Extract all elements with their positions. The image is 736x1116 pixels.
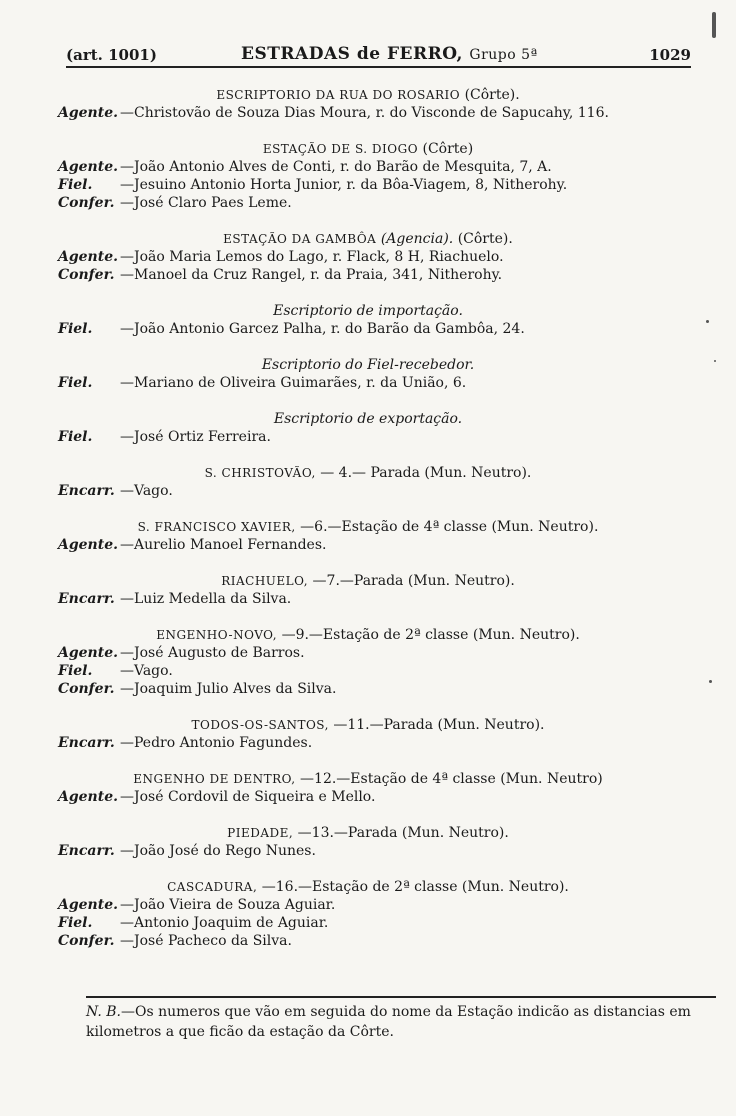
station-name: S. FRANCISCO XAVIER,: [137, 520, 296, 534]
station-title: [58, 302, 678, 320]
station-section: [58, 824, 678, 860]
station-title: [58, 464, 678, 482]
station-name: TODOS-OS-SANTOS,: [191, 718, 329, 732]
station-title: [58, 572, 678, 590]
station-title: [58, 410, 678, 428]
staff-entry: [58, 842, 678, 860]
station-section: [58, 230, 678, 284]
staff-role: Agente.: [58, 249, 118, 265]
staff-entry: [58, 896, 678, 914]
staff-name: —Mariano de Oliveira Guimarães, r. da União, 6.: [120, 375, 467, 391]
staff-entry: [58, 266, 678, 284]
staff-name: —Jesuino Antonio Horta Junior, r. da Bôa-Viagem, 8, Nitherohy.: [120, 177, 568, 193]
staff-name: —João Antonio Garcez Palha, r. do Barão da Gambôa, 24.: [120, 321, 525, 337]
station-name: ESTAÇÃO DA GAMBÔA: [223, 232, 377, 246]
staff-entry: [58, 374, 678, 392]
staff-role: Confer.: [58, 933, 115, 949]
staff-entry: [58, 932, 678, 950]
staff-role: Confer.: [58, 681, 115, 697]
station-name: ESCRIPTORIO DA RUA DO ROSARIO: [216, 88, 461, 102]
station-title: [58, 356, 678, 374]
staff-name: —Antonio Joaquim de Aguiar.: [120, 915, 329, 931]
staff-name: —José Claro Paes Leme.: [120, 195, 292, 211]
header-title-text: ESTRADAS de FERRO,: [241, 44, 463, 64]
station-title: [58, 230, 678, 248]
station-section: [58, 878, 678, 950]
staff-role: Fiel.: [58, 375, 93, 391]
staff-name: —José Augusto de Barros.: [120, 645, 305, 661]
staff-role: Fiel.: [58, 321, 93, 337]
station-name: CASCADURA,: [167, 880, 258, 894]
station-details: —11.—Parada (Mun. Neutro).: [333, 717, 545, 733]
staff-role: Agente.: [58, 105, 118, 121]
staff-entry: [58, 158, 678, 176]
staff-role: Agente.: [58, 789, 118, 805]
staff-entry: [58, 734, 678, 752]
header-divider: [66, 66, 691, 68]
station-details: (Côrte).: [457, 231, 513, 247]
staff-name: —João Vieira de Souza Aguiar.: [120, 897, 336, 913]
directory-content: [58, 86, 678, 968]
staff-role: Encarr.: [58, 843, 115, 859]
staff-entry: [58, 248, 678, 266]
staff-name: —Manoel da Cruz Rangel, r. da Praia, 341, Nitherohy.: [120, 267, 503, 283]
station-title: [58, 824, 678, 842]
station-title: [58, 518, 678, 536]
print-speck: [709, 680, 712, 683]
station-name: S. CHRISTOVÃO,: [204, 466, 316, 480]
station-qualifier: Escriptorio de importação.: [273, 303, 463, 319]
staff-name: —José Pacheco da Silva.: [120, 933, 292, 949]
page-number: 1029: [649, 46, 691, 64]
station-title: [58, 878, 678, 896]
article-reference: (art. 1001): [66, 46, 157, 64]
print-speck: [714, 360, 716, 362]
staff-name: —José Cordovil de Siqueira e Mello.: [120, 789, 376, 805]
staff-entry: [58, 590, 678, 608]
station-section: [58, 140, 678, 212]
staff-name: —João José do Rego Nunes.: [120, 843, 316, 859]
station-details: —13.—Parada (Mun. Neutro).: [297, 825, 509, 841]
staff-name: —João Maria Lemos do Lago, r. Flack, 8 H, Riachuelo.: [120, 249, 504, 265]
staff-entry: [58, 320, 678, 338]
staff-role: Confer.: [58, 267, 115, 283]
staff-role: Agente.: [58, 897, 118, 913]
staff-name: —João Antonio Alves de Conti, r. do Barão de Mesquita, 7, A.: [120, 159, 552, 175]
header-title: [241, 44, 538, 64]
station-name: PIEDADE,: [227, 826, 294, 840]
staff-name: —Aurelio Manoel Fernandes.: [120, 537, 327, 553]
station-section: [58, 626, 678, 698]
station-section: [58, 464, 678, 500]
station-title: [58, 86, 678, 104]
station-details: — 4.— Parada (Mun. Neutro).: [320, 465, 532, 481]
staff-name: —José Ortiz Ferreira.: [120, 429, 271, 445]
staff-role: Encarr.: [58, 483, 115, 499]
station-section: [58, 86, 678, 122]
station-details: —12.—Estação de 4ª classe (Mun. Neutro): [300, 771, 603, 787]
staff-role: Agente.: [58, 537, 118, 553]
staff-entry: [58, 536, 678, 554]
staff-role: Agente.: [58, 645, 118, 661]
station-details: —9.—Estação de 2ª classe (Mun. Neutro).: [281, 627, 580, 643]
station-section: [58, 302, 678, 338]
station-details: (Côrte): [422, 141, 474, 157]
station-title: [58, 626, 678, 644]
running-header: [66, 40, 691, 68]
staff-role: Fiel.: [58, 915, 93, 931]
station-details: —6.—Estação de 4ª classe (Mun. Neutro).: [300, 519, 599, 535]
staff-entry: [58, 104, 678, 122]
station-title: [58, 770, 678, 788]
station-name: ESTAÇÃO DE S. DIOGO: [262, 142, 419, 156]
station-name: ENGENHO DE DENTRO,: [133, 772, 296, 786]
staff-entry: [58, 680, 678, 698]
note-divider: [86, 996, 716, 998]
staff-entry: [58, 428, 678, 446]
staff-name: —Joaquim Julio Alves da Silva.: [120, 681, 337, 697]
station-name: ENGENHO-NOVO,: [156, 628, 278, 642]
station-section: [58, 572, 678, 608]
station-section: [58, 410, 678, 446]
staff-entry: [58, 914, 678, 932]
print-speck: [712, 12, 716, 38]
staff-role: Fiel.: [58, 429, 93, 445]
print-speck: [706, 320, 709, 323]
station-section: [58, 356, 678, 392]
staff-entry: [58, 482, 678, 500]
staff-role: Confer.: [58, 195, 115, 211]
station-section: [58, 770, 678, 806]
staff-role: Agente.: [58, 159, 118, 175]
station-details: —7.—Parada (Mun. Neutro).: [312, 573, 515, 589]
footnote: [86, 1002, 726, 1042]
station-section: [58, 716, 678, 752]
header-group: Grupo 5ª: [469, 47, 538, 63]
station-qualifier: Escriptorio do Fiel-recebedor.: [261, 357, 475, 373]
footnote-label: N. B.: [86, 1004, 121, 1020]
staff-name: —Vago.: [120, 663, 173, 679]
footnote-text: —Os numeros que vão em seguida do nome da Estação indicão as distancias em kilometros a que ficão da estação da Côrte.: [86, 1004, 691, 1040]
staff-entry: [58, 788, 678, 806]
station-details: —16.—Estação de 2ª classe (Mun. Neutro).: [261, 879, 569, 895]
staff-role: Fiel.: [58, 177, 93, 193]
staff-name: —Christovão de Souza Dias Moura, r. do Visconde de Sapucahy, 116.: [120, 105, 609, 121]
staff-entry: [58, 194, 678, 212]
station-section: [58, 518, 678, 554]
staff-entry: [58, 662, 678, 680]
station-details: (Côrte).: [464, 87, 520, 103]
staff-entry: [58, 644, 678, 662]
staff-name: —Luiz Medella da Silva.: [120, 591, 292, 607]
staff-entry: [58, 176, 678, 194]
station-title: [58, 716, 678, 734]
station-name: RIACHUELO,: [221, 574, 309, 588]
station-qualifier: (Agencia).: [380, 231, 454, 247]
staff-name: —Pedro Antonio Fagundes.: [120, 735, 313, 751]
station-title: [58, 140, 678, 158]
staff-role: Fiel.: [58, 663, 93, 679]
station-qualifier: Escriptorio de exportação.: [273, 411, 463, 427]
staff-role: Encarr.: [58, 591, 115, 607]
staff-role: Encarr.: [58, 735, 115, 751]
staff-name: —Vago.: [120, 483, 173, 499]
